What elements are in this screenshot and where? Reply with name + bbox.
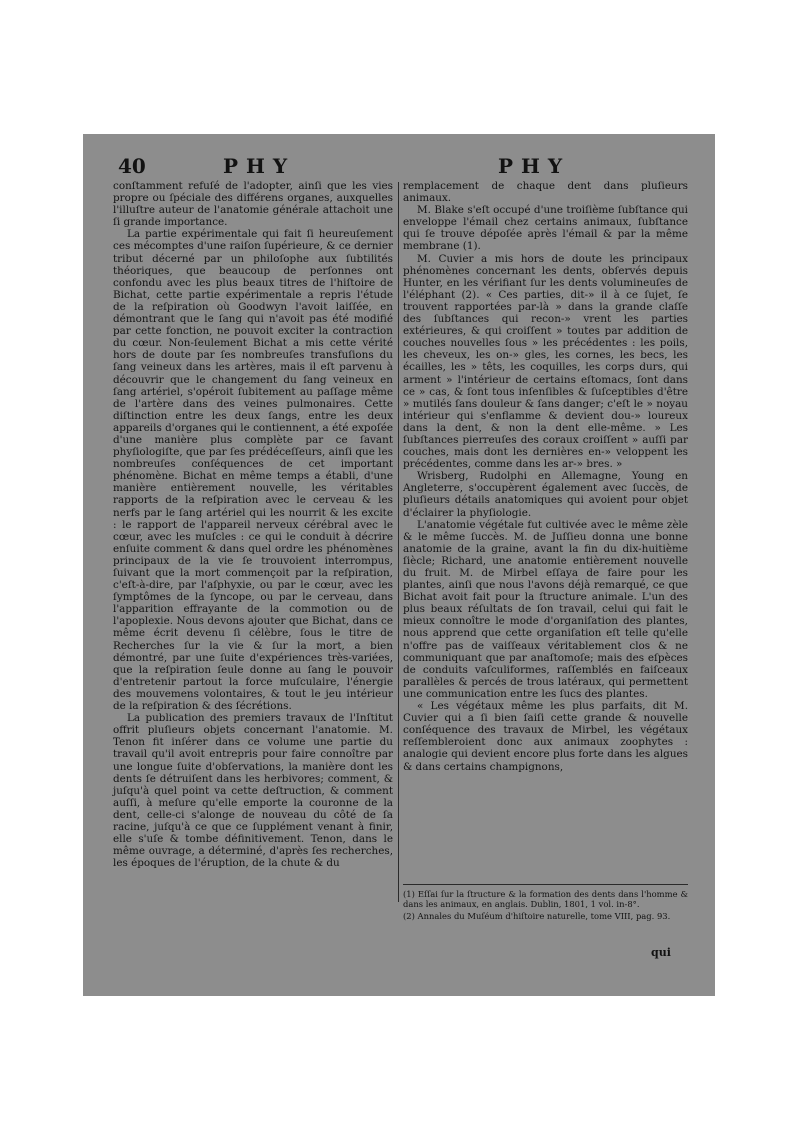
paragraph: Wrisberg, Rudolphi en Allemagne, Young en Angleterre, s'occupèrent également avec ſuccès, de pluſieurs détails anatomiques qui avoient pour objet d'éclairer la phyſiologie. (403, 470, 688, 519)
footnote: (1) Eſſai ſur la ſtructure & la formation des dents dans l'homme & dans les animaux, en anglais. Dublin, 1801, 1 vol. in-8°. (403, 889, 688, 910)
running-head-left: PHY (223, 154, 296, 178)
footnote: (2) Annales du Muſéum d'hiſtoire naturelle, tome VIII, pag. 93. (403, 910, 671, 921)
left-column (113, 180, 393, 869)
footnote-rule (403, 884, 688, 885)
catchword: qui (651, 946, 671, 959)
book-page (83, 134, 715, 996)
paragraph: L'anatomie végétale fut cultivée avec le même zèle & le même ſuccès. M. de Juſſieu donna une bonne anatomie de la graine, avant la fin du dix-huitième ſiècle; Richard, une anatomie entièrement nouvelle du fruit. M. de Mirbel eſſaya de faire pour les plantes, ainſi que nous l'avons déjà remarqué, ce que Bichat avoit fait pour la ſtructure animale. L'un des plus beaux réſultats de ſon travail, celui qui fait le mieux connoître le mode d'organiſation des plantes, nous apprend que cette organiſation eſt telle qu'elle n'offre pas de vaiſſeaux véritablement clos & ne communiquant que par anaſtomoſe; mais des eſpèces de conduits vaſculiformes, raſſemblés en faiſceaux parallèles & percés de trous latéraux, qui permettent une communication entre les ſucs des plantes. (403, 518, 688, 700)
footnotes (403, 889, 688, 922)
paragraph: conſtamment refuſé de l'adopter, ainſi que les vies propre ou ſpéciale des différens organes, auxquelles l'illuſtre auteur de l'anatomie générale attachoit une ſi grande importance. (113, 180, 393, 229)
paragraph: « Les végétaux même les plus parfaits, dit M. Cuvier qui a ſi bien ſaiſi cette grande & nouvelle conſéquence des travaux de Mirbel, les végétaux reſſembleroient donc aux animaux zoophytes : analogie qui devient encore plus forte dans les algues & dans certains champignons, (403, 700, 688, 773)
paragraph: M. Blake s'eſt occupé d'une troiſième ſubſtance qui enveloppe l'émail chez certains animaux, ſubſtance qui ſe trouve dépoſée après l'émail & par la même membrane (1). (403, 204, 688, 253)
running-head-right: PHY (498, 154, 571, 178)
paragraph: M. Cuvier a mis hors de doute les principaux phénomènes concernant les dents, obſervés depuis Hunter, en les vérifiant ſur les dents volumineuſes de l'éléphant (2). « Ces parties, dit-» il à ce ſujet, ſe trouvent rapportées par-là » dans la grande claſſe des ſubſtances qui recon-» vrent les parties extérieures, & qui croiſſent » toutes par addition de couches nouvelles ſous » les précédentes : les poils, les cheveux, les on-» gles, les cornes, les becs, les écailles, les » têts, les coquilles, les corps durs, qui arment » l'intérieur de certains eſtomacs, ſont dans ce » cas, & ſont tous inſenſibles & ſuſceptibles d'être » mutilés ſans douleur & ſans danger; c'eſt le » noyau intérieur qui s'enflamme & devient dou-» loureux dans la dent, & non la dent elle-même. » Les ſubſtances pierreuſes des coraux croiſſent » auſſi par couches, mais dont les dernières en-» veloppent les précédentes, comme dans les ar-» bres. » (403, 252, 688, 471)
paragraph: La partie expérimentale qui fait ſi heureuſement ces mécomptes d'une raiſon ſupérieure, & ce dernier tribut décerné par un philoſophe aux ſubtilités théoriques, que beaucoup de perſonnes ont confondu avec les plus beaux titres de l'hiſtoire de Bichat, cette partie expérimentale a repris l'étude de la reſpiration où Goodwyn l'avoit laiſſée, en démontrant que le ſang qui n'avoit pas été modifié par cette fonction, ne pouvoit exciter la contraction du cœur. Non-ſeulement Bichat a mis cette vérité hors de doute par ſes nombreuſes transfuſions du ſang veineux dans les artères, mais il eſt parvenu à découvrir que le changement du ſang veineux en ſang artériel, s'opéroit ſubitement au paſſage même de l'artère dans des veines pulmonaires. Cette diſtinction entre les deux ſangs, entre les deux appareils d'organes qui le contiennent, a été expoſée d'une manière plus complète par ce ſavant phyſiologiſte, que par ſes prédéceſſeurs, ainſi que les nombreuſes conſéquences de cet important phénomène. Bichat en même temps a établi, d'une manière entièrement nouvelle, les véritables rapports de la reſpiration avec le cerveau & les nerfs par le ſang artériel qui les nourrit & les excite : le rapport de l'appareil nerveux cérébral avec le cœur, avec les muſcles : ce qui le conduit à décrire enſuite comment & dans quel ordre les phénomènes principaux de la vie ſe trouvoient interrompus, ſuivant que la mort commençoit par la reſpiration, c'eſt-à-dire, par l'aſphyxie, ou par le cœur, avec les ſymptômes de la ſyncope, ou par le cerveau, dans l'apparition effrayante de la commotion ou de l'apoplexie. Nous devons ajouter que Bichat, dans ce même écrit devenu ſi célèbre, ſous le titre de Recherches ſur la vie & ſur la mort, a bien démontré, par une ſuite d'expériences très-variées, que la reſpiration ſeule donne au ſang le pouvoir d'entretenir partout la force muſculaire, l'énergie des mouvemens volontaires, & tout le jeu intérieur de la reſpiration & des ſécrétions. (113, 228, 393, 713)
right-column (403, 180, 688, 773)
page-header (83, 146, 715, 176)
paragraph: remplacement de chaque dent dans pluſieurs animaux. (403, 180, 688, 205)
paragraph: La publication des premiers travaux de l'Inſtitut offrit pluſieurs objets concernant l'anatomie. M. Tenon fit inſérer dans ce volume une partie du travail qu'il avoit entrepris pour faire connoître par une longue ſuite d'obſervations, la manière dont les dents ſe détruiſent dans les herbivores; comment, & juſqu'à quel point va cette deſtruction, & comment auſſi, à meſure qu'elle emporte la couronne de la dent, celle-ci s'alonge de nouveau du côté de ſa racine, juſqu'à ce que ce ſupplément venant à finir, elle s'uſe & tombe définitivement. Tenon, dans le même ouvrage, a déterminé, d'après ſes recherches, les époques de l'éruption, de la chute & du (113, 712, 393, 870)
column-divider (398, 182, 399, 902)
page-number: 40 (118, 154, 146, 178)
